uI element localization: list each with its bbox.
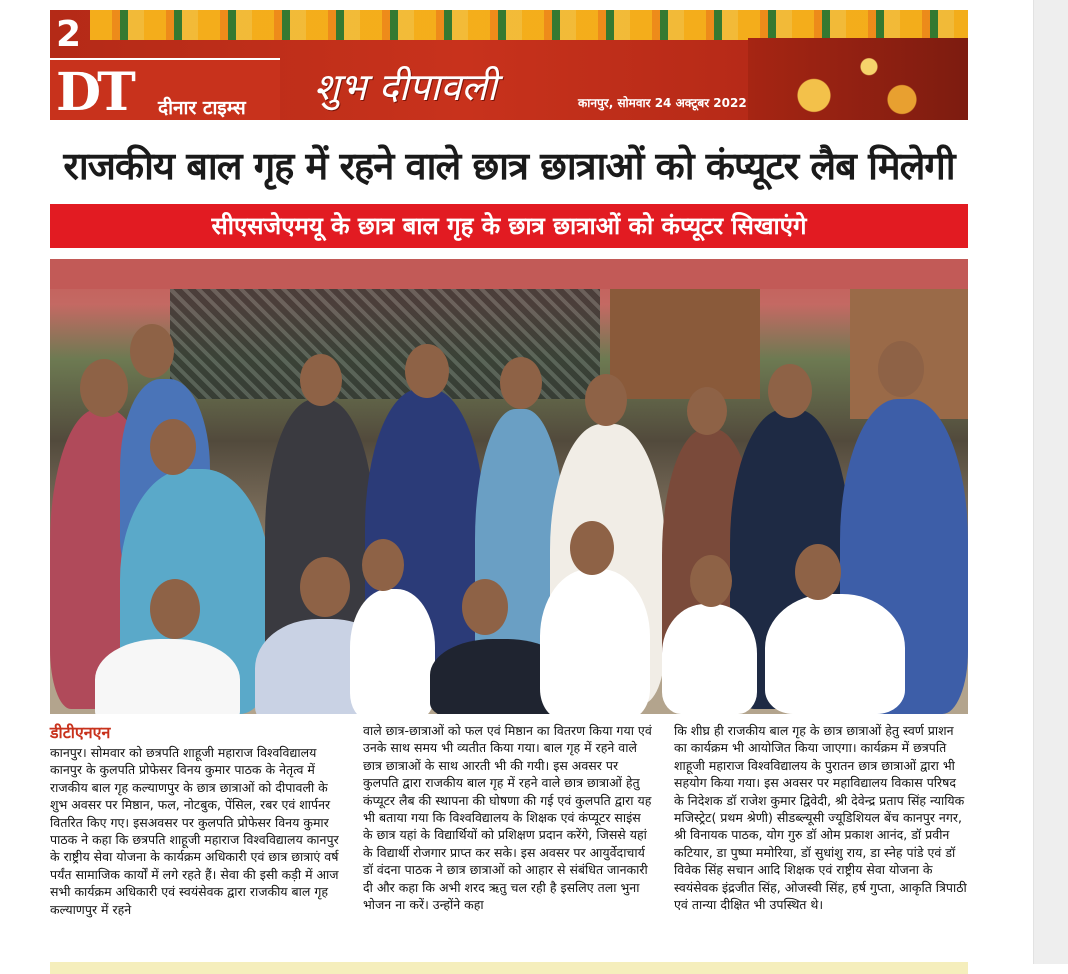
- photo-person-head: [150, 579, 200, 639]
- photo-person: [350, 589, 435, 714]
- article-column-3: [674, 722, 968, 913]
- photo-person-head: [878, 341, 924, 397]
- photo-person-head: [687, 387, 727, 435]
- article-headline: राजकीय बाल गृह में रहने वाले छात्र छात्राओं को कंप्यूटर लैब मिलेगी: [63, 143, 955, 188]
- article-byline: डीटीएनएन: [50, 723, 111, 742]
- article-subheadline: सीएसजेएमयू के छात्र बाल गृह के छात्र छात्राओं को कंप्यूटर सिखाएंगे: [50, 204, 968, 248]
- article-column-text: कि शीघ्र ही राजकीय बाल गृह के छात्र छात्राओं हेतु स्वर्ण प्राशन का कार्यक्रम भी आयोजित किया जाएगा। कार्यक्रम में छत्रपति शाहूजी महाराज विश्वविद्यालय के पुरातन छात्र छात्राओं द्वारा भी सहयोग किया गया। इस अवसर पर महाविद्यालय विकास परिषद के निदेशक डॉ राजेश कुमार द्विवेदी, श्री देवेन्द्र प्रताप सिंह न्यायिक मजिस्ट्रेट( प्रथम श्रेणी) सीडब्ल्यूसी ज्यूडिशियल बेंच कानपुर नगर, श्री विनायक पाठक, योग गुरु डॉ ओम प्रकाश आनंद, डॉ प्रवीन कटियार, डा पुष्पा ममोरिया, डॉ सुधांशु राय, डा स्नेह पांडे एवं डॉ विवेक सिंह सचान आदि शिक्षक एवं राष्ट्रीय सेवा योजना के स्वयंसेवक इंद्रजीत सिंह, ओजस्वी सिंह, हर्ष गुप्ता, आकृति त्रिपाठी एवं तान्या दीक्षित भी उपस्थित थे।: [674, 723, 967, 913]
- photo-person-head: [462, 579, 508, 635]
- article-column-text: कानपुर। सोमवार को छत्रपति शाहूजी महाराज विश्वविद्यालय कानपुर के कुलपति प्रोफेसर विनय कुमार पाठक के नेतृत्व में राजकीय बाल गृह कल्याणपुर के छात्र छात्राओं को दीपावली के शुभ अवसर पर मिष्ठान, फल, नोटबुक, पेंसिल, रबर एवं शार्पनर वितरित किए गए। इसअवसर पर कुलपति प्रोफेसर विनय कुमार पाठक ने कहा कि छत्रपति शाहूजी महाराज विश्वविद्यालय कानपुर के राष्ट्रीय सेवा योजना के कार्यक्रम अधिकारी एवं छात्र छात्राएं वर्ष पर्यंत सामाजिक कार्यों में लगे रहते हैं। सेवा की इसी कड़ी में आज सभी कार्यक्रम अधिकारी एवं स्वयंसेवक द्वारा राजकीय बाल गृह कल्याणपुर में रहने: [50, 745, 339, 917]
- masthead-banner: [50, 10, 968, 120]
- photo-person-head: [362, 539, 404, 591]
- photo-person: [765, 594, 905, 714]
- photo-person-head: [80, 359, 128, 417]
- article-column-text: वाले छात्र-छात्राओं को फल एवं मिष्ठान का वितरण किया गया एवं उनके साथ समय भी व्यतीत किया गया। बाल गृह में रहने वाले छात्र छात्राओं के साथ आरती भी की गयी। इस अवसर पर कुलपति द्वारा राजकीय बाल गृह में रहने वाले छात्र छात्राओं हेतु कंप्यूटर लैब की स्थापना की घोषणा की गई एवं कुलपति द्वारा यह भी बताया गया कि विश्वविद्यालय के शिक्षक एवं कंप्यूटर साइंस के छात्र यहां के विद्यार्थियों को प्रशिक्षण प्रदान करेंगे, जिससे यहां के विद्यार्थी रोजगार प्राप्त कर सके। इस अवसर पर आयुर्वेदाचार्य डॉ वंदना पाठक ने छात्र छात्राओं को आहार से संबंधित जानकारी दी और कहा कि अभी शरद ऋतु चल रही है इसलिए तला भुना भोजन ना करें। उन्होंने कहा: [363, 723, 652, 913]
- newspaper-page: [50, 10, 968, 917]
- photo-person-head: [500, 357, 542, 409]
- page-number: 2: [56, 14, 82, 55]
- photo-person-head: [768, 364, 812, 418]
- photo-wall: [50, 259, 968, 289]
- photo-person: [540, 569, 650, 714]
- photo-person-head: [300, 354, 342, 406]
- marigold-garland-decoration: [90, 10, 968, 40]
- photo-person-head: [585, 374, 627, 426]
- photo-person-head: [570, 521, 614, 575]
- photo-person-head: [795, 544, 841, 600]
- photo-door: [610, 289, 760, 399]
- photo-person-head: [150, 419, 196, 475]
- photo-person: [662, 604, 757, 714]
- photo-person-head: [300, 557, 350, 617]
- newspaper-logo: DT: [56, 62, 132, 120]
- festival-greeting: शुभ दीपावली: [314, 65, 497, 109]
- photo-person-head: [405, 344, 449, 398]
- scrollbar-track[interactable]: [1033, 0, 1068, 964]
- article-column-2: [363, 722, 653, 913]
- photo-person-head: [130, 324, 174, 378]
- photo-person: [95, 639, 240, 714]
- photo-person-head: [690, 555, 732, 607]
- dateline: कानपुर, सोमवार 24 अक्टूबर 2022: [578, 96, 747, 110]
- group-photo: [50, 259, 968, 714]
- article-column-1: [50, 722, 340, 918]
- newspaper-name: दीनार टाइम्स: [158, 94, 246, 120]
- diya-lamps-decoration: [748, 38, 968, 120]
